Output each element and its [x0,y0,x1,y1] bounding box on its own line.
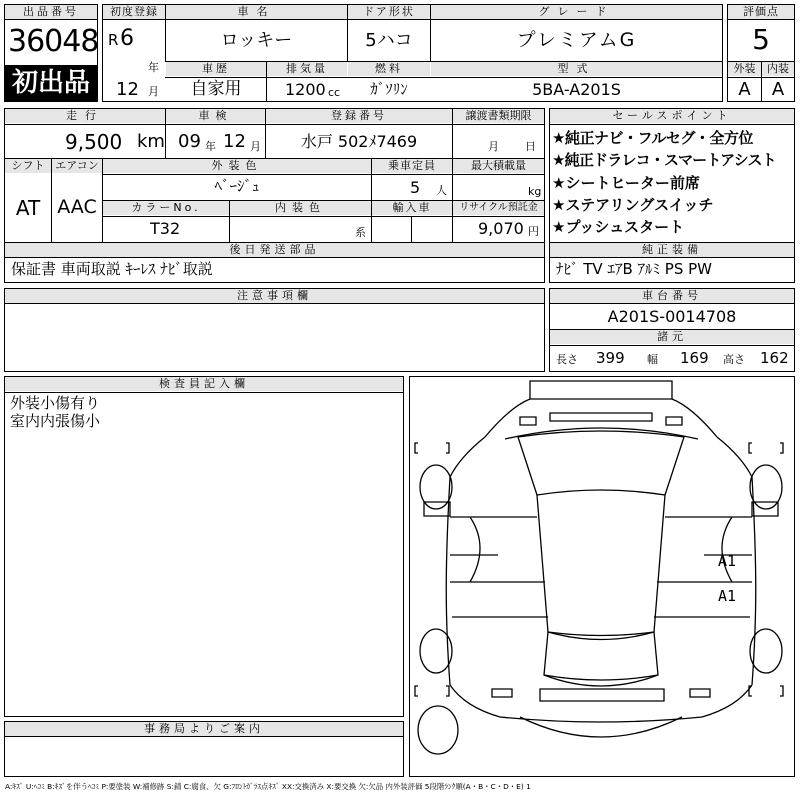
inspection-month: 12 [223,131,246,152]
first-reg-label: 初度登録 [103,5,165,19]
notes-label: 注意事項欄 [5,289,544,303]
inspection-month-unit: 月 [250,140,261,153]
lot-number: 36048 [8,24,99,59]
ext-color-value: ﾍﾞｰｼﾞｭ [214,177,260,195]
aircon-value: AAC [57,196,97,218]
first-reg-year-unit: 年 [148,61,159,74]
door-value: 5ハコ [365,30,413,51]
inspection-year: 09 [178,131,201,152]
genuine-label: 純正装備 [550,243,794,257]
diagram-mark-1: A1 [718,552,737,570]
max-load-unit: kg [528,185,542,198]
first-listing-badge: 初出品 [5,65,97,101]
later-parts-value: 保証書 車両取説 ｷｰﾚｽ ﾅﾋﾞ取説 [11,260,213,278]
model-value: 5BA-A201S [532,80,621,99]
capacity-value: 5 [410,178,421,197]
inspection-label: 車検 [166,109,265,123]
history-label: 車歴 [166,62,266,76]
car-name-label: 車名 [166,5,347,19]
displacement-unit: cc [328,86,341,99]
int-color-label: 内装色 [230,201,371,215]
capacity-label: 乗車定員 [372,159,452,173]
width-label: 幅 [647,353,658,366]
first-reg-month-unit: 月 [148,85,159,98]
ext-score: A [738,79,751,100]
diagram-mark-2: A1 [718,587,737,605]
ext-color-label: 外装色 [103,159,371,173]
plate-label: 登録番号 [266,109,452,123]
inspector-line-1: 外装小傷有り [10,394,101,412]
color-no-label: カラーNo. [103,201,229,215]
lot-label: 出品番号 [5,5,97,19]
color-no-value: T32 [150,219,181,238]
chassis-value: A201S-0014708 [607,307,737,326]
chassis-label: 車台番号 [550,289,794,303]
sales-point-5: ★プッシュスタート [552,218,685,236]
legend-text: A:ｷｽﾞ U:ﾍｺﾐ B:ｷｽﾞを伴うﾍｺﾐ P:要塗装 W:補修跡 S:錆 C:腐食、欠 G:ﾌﾛﾝﾄｶﾞﾗｽ点ｷｽﾞ XX:交換済み X:要交換 欠:欠品 内外装評価 5段階ﾗﾝｸ順(A・B・C・D・E) 1 [5,782,531,791]
grade-label: グレード [431,5,722,19]
transfer-month-unit: 月 [488,140,499,153]
int-color-unit: 系 [355,226,366,239]
inspector-line-2: 室内内張傷小 [10,412,101,430]
mileage-value: 9,500 [65,130,123,154]
length-label: 長さ [556,353,578,366]
recycle-label: リサイクル預託金 [453,201,544,215]
office-label: 事務局よりご案内 [5,722,403,736]
length-value: 399 [596,349,625,367]
first-reg-year: 6 [120,26,134,51]
genuine-value: ﾅﾋﾞ TV ｴｱB ｱﾙﾐ PS PW [556,260,712,278]
score-label: 評価点 [728,5,794,19]
grade-value: プレミアムG [516,29,637,51]
height-value: 162 [760,349,789,367]
damage-diagram [409,376,795,777]
sales-point-4: ★ステアリングスイッチ [552,196,714,214]
mileage-unit: km [137,131,165,152]
capacity-unit: 人 [436,184,447,197]
history-value: 自家用 [190,79,242,99]
recycle-value: 9,070 [478,219,524,238]
shift-label: シフト [5,159,51,173]
width-value: 169 [680,349,709,367]
door-label: ドア形状 [348,5,430,19]
mileage-label: 走行 [5,109,165,123]
fuel-label: 燃料 [348,62,430,76]
recycle-unit: 円 [528,225,539,238]
dims-label: 諸元 [550,330,794,344]
transfer-label: 譲渡書類期限 [453,109,544,123]
model-label: 型式 [431,62,722,76]
import-label: 輸入車 [372,201,452,215]
first-reg-era: R [108,31,119,49]
height-label: 高さ [723,353,745,366]
first-reg-month: 12 [116,79,139,100]
car-name-value: ロッキー [220,30,293,51]
inspection-year-unit: 年 [205,140,216,153]
plate-value: 水戸 502ﾒ7469 [300,132,418,151]
int-score: A [771,79,785,100]
displacement-label: 排気量 [267,62,347,76]
displacement-value: 1200 [285,80,326,99]
sales-point-2: ★純正ドラレコ・スマートアシスト [552,151,776,169]
inspector-label: 検査員記入欄 [5,377,403,391]
sales-label: セールスポイント [550,109,794,123]
later-parts-label: 後日発送部品 [5,243,544,257]
transfer-day-unit: 日 [525,140,536,153]
max-load-label: 最大積載量 [453,159,544,173]
int-score-label: 内装 [762,62,794,76]
shift-value: AT [15,196,41,220]
fuel-value: ｶﾞｿﾘﾝ [370,80,408,98]
sales-point-1: ★純正ナビ・フルセグ・全方位 [552,129,753,147]
aircon-label: エアコン [52,159,102,173]
score-value: 5 [752,23,770,56]
sales-point-3: ★シートヒーター前席 [552,174,700,192]
ext-score-label: 外装 [728,62,761,76]
